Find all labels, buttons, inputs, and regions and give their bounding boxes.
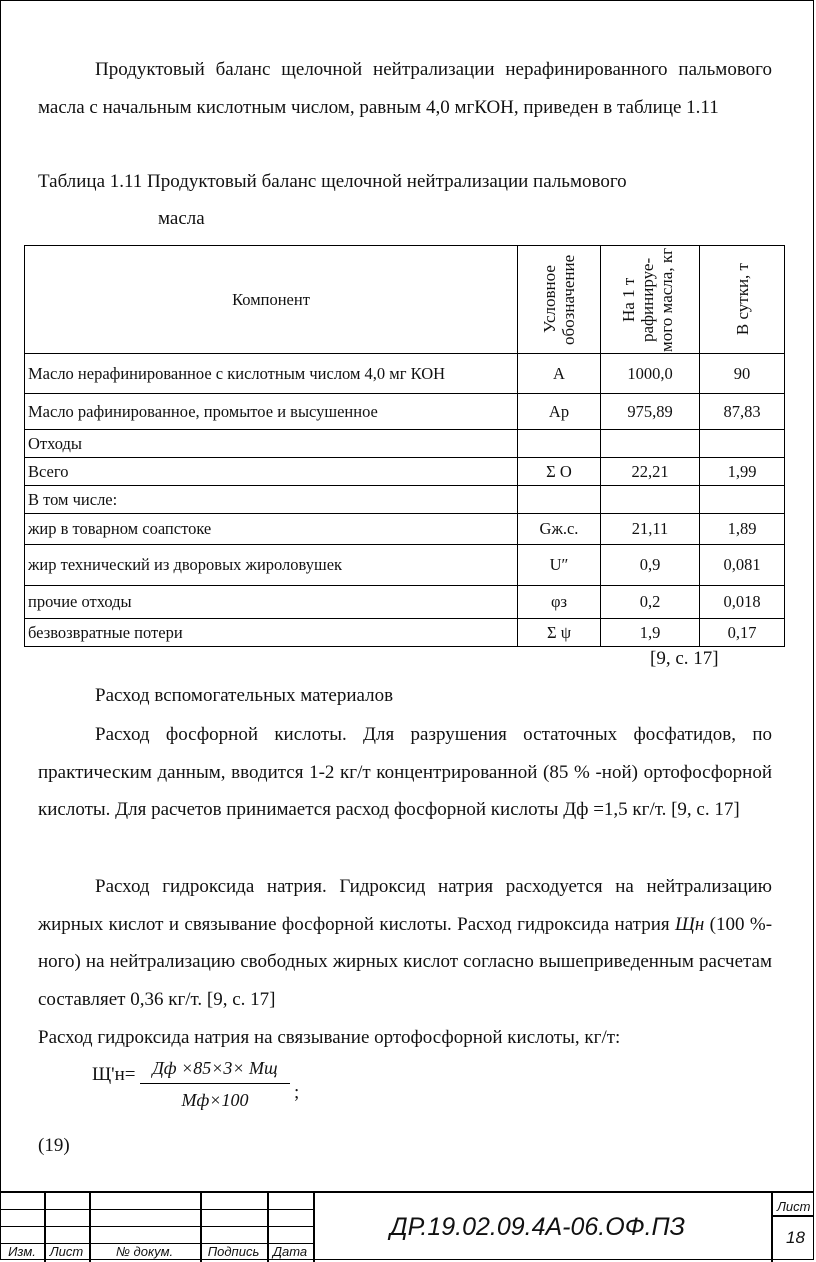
- table-row: [25, 619, 785, 647]
- cell-symbol: Ар: [518, 394, 601, 430]
- cell-component: В том числе:: [25, 486, 518, 514]
- cell-component: жир в товарном соапстоке: [25, 514, 518, 545]
- cell-component: Отходы: [25, 430, 518, 458]
- naoh-paragraph: Расход гидроксида натрия. Гидроксид натрия расходуется на нейтрализацию жирных кислот и связывание фосфорной кислоты. Расход гидроксида натрия Щн (100 %-ного) на нейтрализацию свободных жирных кислот согласно вышеприведенным расчетам составляет 0,36 кг/т. [9, с. 17]: [38, 876, 773, 1010]
- product-balance-table: [24, 245, 785, 647]
- source-reference: [9, с. 17]: [650, 648, 719, 669]
- table-caption-line1: Таблица 1.11 Продуктовый баланс щелочной нейтрализации пальмового: [38, 171, 627, 192]
- cell-symbol: Σ О: [518, 458, 601, 486]
- table-header-row: [25, 246, 785, 354]
- cell-per-day: 90: [700, 354, 785, 394]
- naoh-symbol: Щн: [675, 913, 705, 935]
- cell-symbol: [518, 486, 601, 514]
- fraction-bar: [140, 1083, 290, 1084]
- aux-materials-heading: Расход вспомогательных материалов: [95, 685, 394, 706]
- cell-per-ton: 21,11: [601, 514, 700, 545]
- cell-component: прочие отходы: [25, 586, 518, 619]
- cell-per-ton: 1000,0: [601, 354, 700, 394]
- title-block-divider: [771, 1193, 773, 1262]
- table-row: [25, 354, 785, 394]
- cell-per-day: 0,17: [700, 619, 785, 647]
- cell-per-day: 87,83: [700, 394, 785, 430]
- sheet-label: Лист: [777, 1199, 811, 1214]
- title-block-divider: [313, 1193, 315, 1262]
- binding-paragraph: Расход гидроксида натрия на связывание ортофосфорной кислоты, кг/т:: [38, 1027, 621, 1048]
- cell-symbol: Gж.с.: [518, 514, 601, 545]
- intro-paragraph: Продуктовый баланс щелочной нейтрализации нерафинированного пальмового масла с начальным кислотным числом, равным 4,0 мгКОН, приведен в таблице 1.11: [38, 59, 772, 118]
- cell-per-ton: [601, 486, 700, 514]
- cell-per-ton: 22,21: [601, 458, 700, 486]
- label-list: Лист: [49, 1244, 84, 1259]
- cell-per-day: 1,89: [700, 514, 785, 545]
- cell-component: безвозвратные потери: [25, 619, 518, 647]
- formula-tail: ;: [294, 1082, 300, 1103]
- table-caption-line2: масла: [158, 208, 205, 229]
- header-component: Компонент: [25, 246, 518, 354]
- header-symbol: Условное обозначение: [518, 246, 601, 354]
- cell-per-day: 0,081: [700, 545, 785, 586]
- table-row: [25, 514, 785, 545]
- cell-per-ton: [601, 430, 700, 458]
- label-izm: Изм.: [8, 1244, 36, 1259]
- cell-per-ton: 1,9: [601, 619, 700, 647]
- phosphoric-acid-paragraph: Расход фосфорной кислоты. Для разрушения остаточных фосфатидов, по практическим данным, вводится 1-2 кг/т концентрированной (85 % -ной) ортофосфорной кислоты. Для расчетов принимается расход фосфорной кислоты Дф =1,5 кг/т. [9, с. 17]: [38, 724, 772, 820]
- cell-per-day: [700, 430, 785, 458]
- sheet-cell-rule: [771, 1215, 814, 1217]
- cell-symbol: А: [518, 354, 601, 394]
- table-row: [25, 430, 785, 458]
- table-row: [25, 486, 785, 514]
- formula-numerator: Дф ×85×3× Мщ: [152, 1058, 278, 1078]
- equation-number: (19): [38, 1135, 70, 1156]
- cell-per-day: 0,018: [700, 586, 785, 619]
- cell-per-ton: 0,9: [601, 545, 700, 586]
- cell-symbol: φз: [518, 586, 601, 619]
- cell-component: Масло нерафинированное с кислотным числом 4,0 мг КОН: [25, 354, 518, 394]
- formula-lhs: Щ'н=: [92, 1064, 136, 1085]
- header-per-ton: На 1 т рафинируе-мого масла, кг: [601, 246, 700, 354]
- cell-symbol: [518, 430, 601, 458]
- cell-component: Всего: [25, 458, 518, 486]
- table-row: [25, 586, 785, 619]
- formula-fraction: [140, 1058, 290, 1111]
- table-row: [25, 458, 785, 486]
- document-code: ДР.19.02.09.4А-06.ОФ.ПЗ: [390, 1213, 685, 1241]
- label-signature: Подпись: [207, 1244, 260, 1259]
- formula-denominator: Мф×100: [181, 1090, 249, 1110]
- cell-symbol: Σ ψ: [518, 619, 601, 647]
- cell-per-ton: 0,2: [601, 586, 700, 619]
- label-date: Дата: [272, 1244, 308, 1259]
- header-per-day: В сутки, т: [700, 246, 785, 354]
- cell-component: жир технический из дворовых жироловушек: [25, 545, 518, 586]
- cell-per-ton: 975,89: [601, 394, 700, 430]
- table-row: [25, 394, 785, 430]
- table-row: [25, 545, 785, 586]
- cell-per-day: [700, 486, 785, 514]
- cell-component: Масло рафинированное, промытое и высушенное: [25, 394, 518, 430]
- sheet-number: 18: [786, 1228, 805, 1247]
- label-doc-number: № докум.: [115, 1244, 174, 1259]
- cell-symbol: U″: [518, 545, 601, 586]
- title-block: [0, 1191, 814, 1262]
- cell-per-day: 1,99: [700, 458, 785, 486]
